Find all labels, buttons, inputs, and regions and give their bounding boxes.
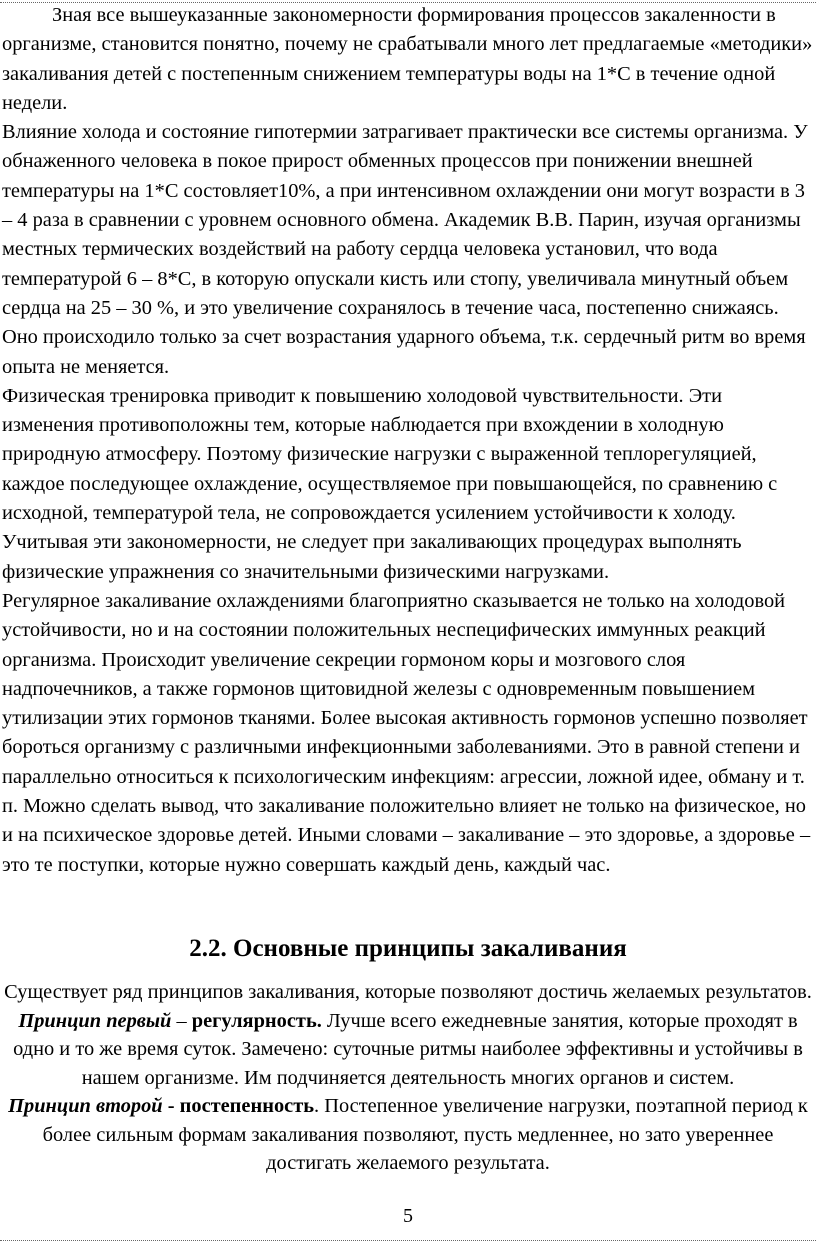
section-heading: 2.2. Основные принципы закаливания [189,934,627,962]
page-number: 5 [403,1205,413,1227]
paragraph-3: Физическая тренировка приводит к повышению холодовой чувствительности. Эти изменения противоположны тем, которые наблюдается при вхождении в холодную природную атмосферу. Поэтому физические нагрузки с выраженной теплорегуляцией, каждое последующее охлаждение, осуществляемое при повышающейся, по сравнению с исходной, температурой тела, не сопровождается усилением устойчивости к холоду. Учитывая эти закономерности, не следует при закаливающих процедурах выполнять физические упражнения со значительными физическими нагрузками. [2,384,778,583]
principle-2 [2,1092,814,1178]
principle-1 [2,1007,814,1093]
principle-2-term: постепенность [179,1095,315,1118]
principle-2-label: Принцип второй [8,1095,163,1118]
paragraph-2: Влияние холода и состояние гипотермии затрагивает практически все системы организма. У обнаженного человека в покое прирост обменных процессов при понижении внешней температуры на 1*С состовляет10%, а при интенсивном охлаждении они могут возрасти в 3 – 4 раза в сравнении с уровнем основного обмена. Академик В.В. Парин, изучая организмы местных термических воздействий на работу сердца человека установил, что вода температурой 6 – 8*С, в которую опускали кисть или стопу, увеличивала минутный объем сердца на 25 – 30 %, и это увеличение сохранялось в течение часа, постепенно снижаясь. Оно происходило только за счет возрастания ударного объема, т.к. сердечный ритм во время опыта не меняется. [2,121,808,378]
principle-2-separator: - [162,1095,180,1118]
intro-paragraph: Существует ряд принципов закаливания, которые позволяют достичь желаемых результатов. [4,980,812,1003]
document-page [0,1,814,1178]
principle-1-label: Принцип первый [18,1009,172,1032]
paragraph-1: Зная все вышеуказанные закономерности формирования процессов закаленности в организме, становится понятно, почему не срабатывали много лет предлагаемые «методики» закаливания детей с постепенным снижением температуры воды на 1*С в течение одной недели. [2,4,813,114]
principle-1-text: Лучше всего ежедневные занятия, которые проходят в одно и то же время суток. Замечено: суточные ритмы наиболее эффективны и устойчивы в нашем организме. Им подчиняется деятельность многих органов и систем. [13,1009,803,1089]
principle-1-term: регулярность. [191,1009,322,1032]
page-bottom-border [0,1240,816,1241]
paragraph-4: Регулярное закаливание охлаждениями благоприятно сказывается не только на холодовой устойчивости, но и на состоянии положительных неспецифических иммунных реакций организма. Происходит увеличение секреции гормоном коры и мозгового слоя надпочечников, а также гормонов щитовидной железы с одновременным повышением утилизации этих гормонов тканями. Более высокая активность гормонов успешно позволяет бороться организму с различными инфекционными заболеваниями. Это в равной степени и параллельно относиться к психологическим инфекциям: агрессии, ложной идее, обману и т. п. Можно сделать вывод, что закаливание положительно влияет не только на физическое, но и на психическое здоровье детей. Иными словами – закаливание – это здоровье, а здоровье – это те поступки, которые нужно совершать каждый день, каждый час. [2,589,811,876]
principle-1-separator: – [171,1009,192,1032]
principle-2-text: . Постепенное увеличение нагрузки, поэтапной период к более сильным формам закаливания позволяют, пусть медленнее, но зато увереннее достигать желаемого результата. [42,1095,808,1175]
